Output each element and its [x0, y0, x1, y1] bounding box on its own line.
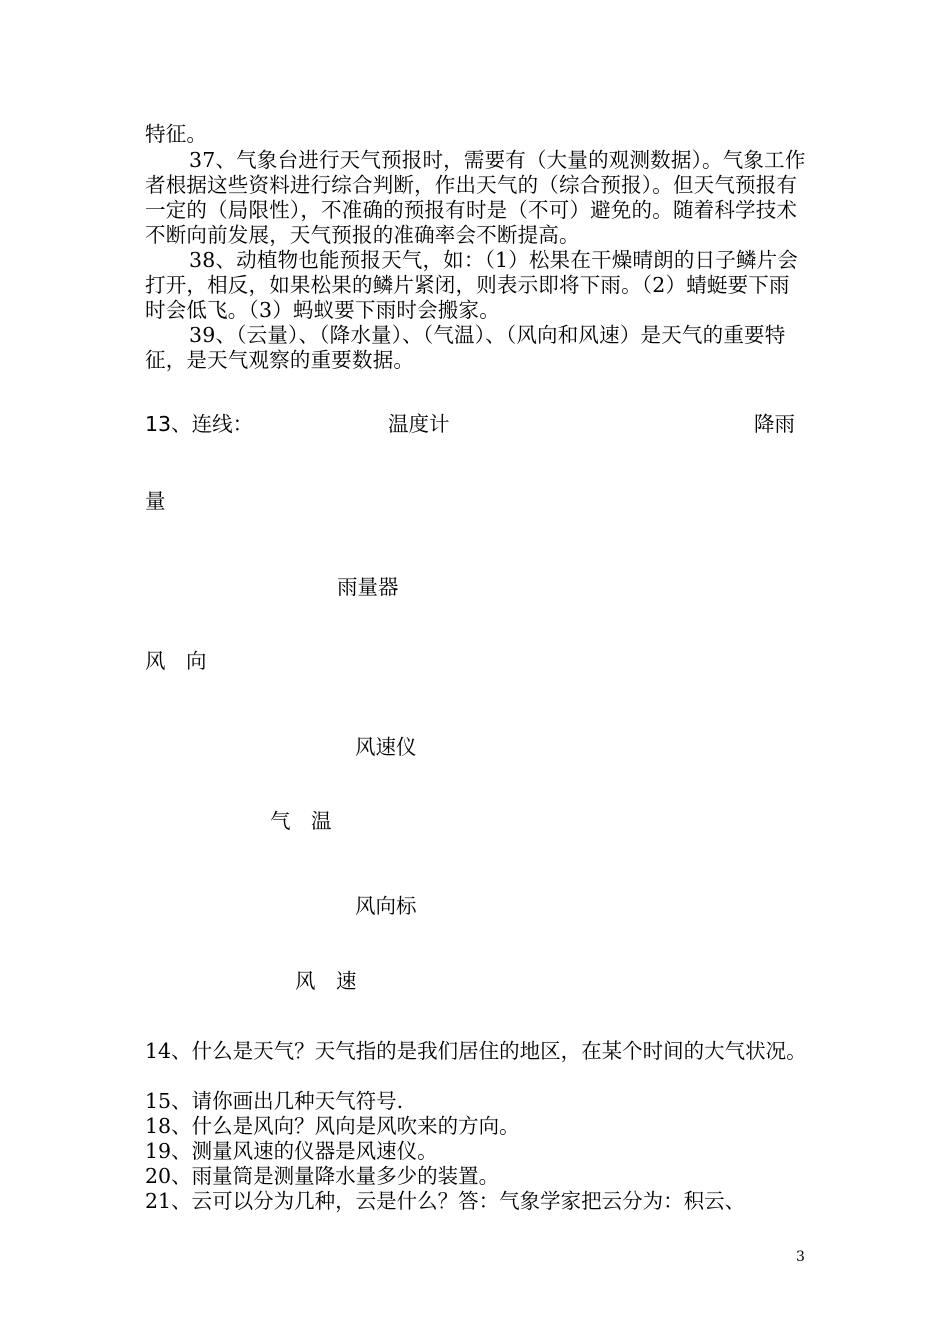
question-21: 21、云可以分为几种，云是什么？答：气象学家把云分为：积云、 [145, 1189, 746, 1213]
page-number: 3 [796, 1249, 805, 1265]
feature-rainfall-part1: 降雨 [754, 412, 795, 436]
paragraph-39: 39、（云量）、（降水量）、（气温）、（风向和风速）是天气的重要特征，是天气观察的重要数据。 [145, 323, 786, 372]
matching-heading: 13、连线： [145, 412, 254, 436]
instrument-wind-vane: 风向标 [355, 894, 417, 918]
question-15: 15、请你画出几种天气符号. [145, 1089, 404, 1113]
paragraph-37: 37、气象台进行天气预报时，需要有（大量的观测数据）。气象工作者根据这些资料进行综合判断，作出天气的（综合预报）。但天气预报有一定的（局限性），不准确的预报有时是（不可）避免的。随着科学技术不断向前发展，天气预报的准确率会不断提高。 [145, 148, 806, 247]
feature-temperature: 气 温 [270, 809, 332, 833]
instrument-rain-gauge: 雨量器 [337, 575, 399, 599]
question-18: 18、什么是风向？风向是风吹来的方向。 [145, 1114, 520, 1138]
question-20: 20、雨量筒是测量降水量多少的装置。 [145, 1164, 500, 1188]
paragraph-continuation: 特征。 [145, 122, 208, 146]
paragraph-38: 38、动植物也能预报天气，如：（1）松果在干燥晴朗的日子鳞片会打开，相反，如果松果的鳞片紧闭，则表示即将下雨。（2）蜻蜓要下雨时会低飞。（3）蚂蚁要下雨时会搬家。 [145, 248, 799, 322]
question-19: 19、测量风速的仪器是风速仪。 [145, 1139, 438, 1163]
instrument-thermometer: 温度计 [388, 412, 450, 436]
question-14: 14、什么是天气？天气指的是我们居住的地区，在某个时间的大气状况。 [145, 1039, 807, 1063]
feature-rainfall-part2: 量 [145, 489, 166, 513]
feature-wind-direction: 风 向 [145, 649, 207, 673]
instrument-anemometer: 风速仪 [355, 735, 417, 759]
feature-wind-speed: 风 速 [295, 969, 357, 993]
